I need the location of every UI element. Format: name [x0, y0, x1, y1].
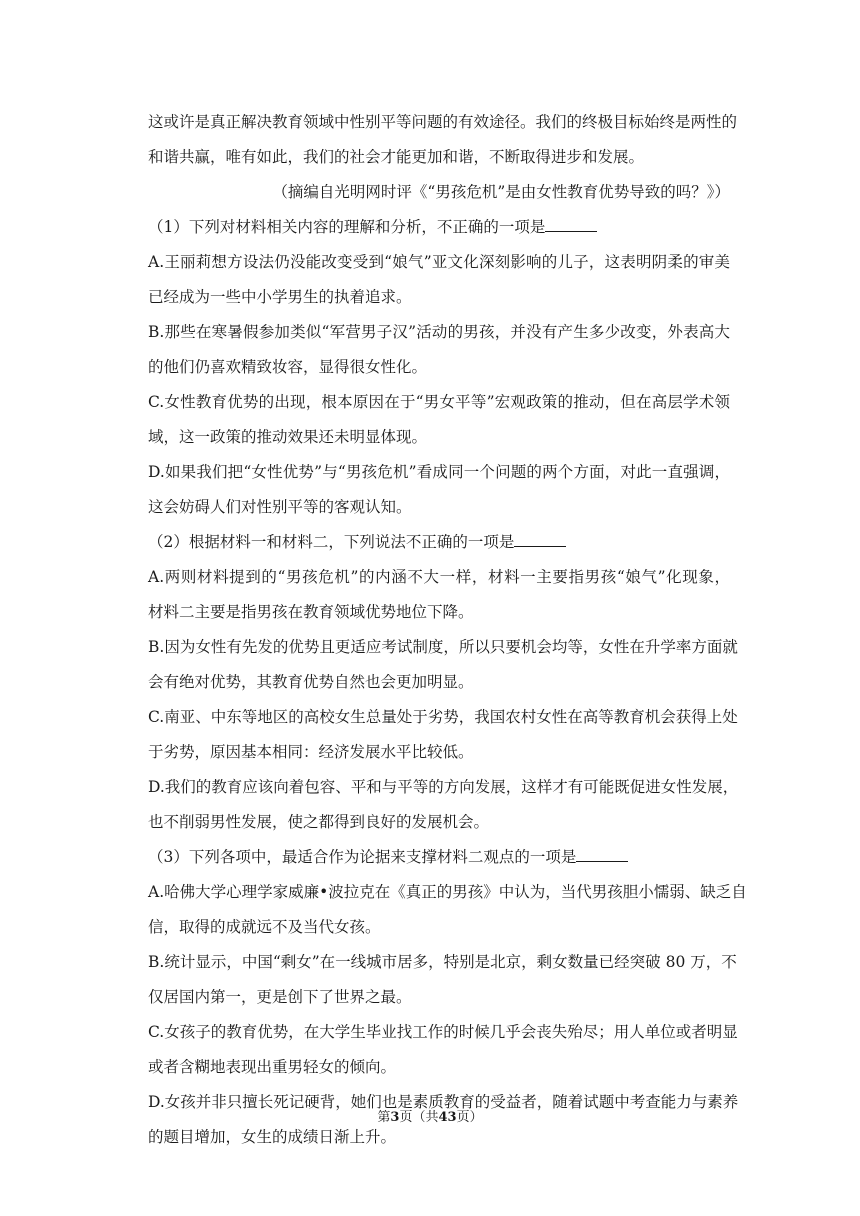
total-pages-number: 43 [438, 1110, 457, 1125]
option-line: B.那些在寒暑假参加类似“军营男子汉”活动的男孩，并没有产生多少改变，外表高大 [148, 323, 730, 341]
option-line: 会有绝对优势，其教育优势自然也会更加明显。 [148, 673, 474, 691]
page-footer [0, 1109, 860, 1127]
option-line: 这会妨碍人们对性别平等的客观认知。 [148, 498, 412, 516]
option-line: A.哈佛大学心理学家威廉•波拉克在《真正的男孩》中认为，当代男孩胆小懦弱、缺乏自 [148, 883, 747, 901]
option-line: 也不削弱男性发展，使之都得到良好的发展机会。 [148, 813, 490, 831]
option-line: 仅居国内第一，更是创下了世界之最。 [148, 988, 412, 1006]
option-line: A.王丽莉想方设法仍没能改变受到“娘气”亚文化深刻影响的儿子，这表明阴柔的审美 [148, 253, 730, 271]
paragraph-line: 这或许是真正解决教育领域中性别平等问题的有效途径。我们的终极目标始终是两性的 [148, 113, 738, 131]
option-line: C.南亚、中东等地区的高校女生总量处于劣势，我国农村女性在高等教育机会获得上处 [148, 708, 738, 726]
option-line: B.因为女性有先发的优势且更适应考试制度，所以只要机会均等，女性在升学率方面就 [148, 638, 738, 656]
option-line: 或者含糊地表现出重男轻女的倾向。 [148, 1058, 397, 1076]
option-line: 的题目增加，女生的成绩日渐上升。 [148, 1128, 397, 1146]
option-line: D.女孩并非只擅长死记硬背，她们也是素质教育的受益者，随着试题中考查能力与素养 [148, 1093, 739, 1111]
option-line: 材料二主要是指男孩在教育领域优势地位下降。 [148, 603, 474, 621]
footer-suffix: 页） [456, 1110, 483, 1125]
option-line: C.女性教育优势的出现，根本原因在于“男女平等”宏观政策的推动，但在高层学术领 [148, 393, 730, 411]
question-1-stem [148, 217, 730, 237]
answer-blank [545, 217, 597, 232]
question-text: （3）下列各项中，最适合作为论据来支撑材料二观点的一项是 [148, 848, 577, 866]
question-3-stem [148, 847, 730, 867]
paragraph-line: 和谐共赢，唯有如此，我们的社会才能更加和谐，不断取得进步和发展。 [148, 148, 645, 166]
answer-blank [514, 532, 566, 547]
option-line: D.我们的教育应该向着包容、平和与平等的方向发展，这样才有可能既促进女性发展， [148, 778, 739, 796]
question-2-stem [148, 532, 730, 552]
option-line: 已经成为一些中小学男生的执着追求。 [148, 288, 412, 306]
footer-prefix: 第 [377, 1110, 391, 1125]
option-line: 于劣势，原因基本相同：经济发展水平比较低。 [148, 743, 474, 761]
option-line: 的他们仍喜欢精致妆容，显得很女性化。 [148, 358, 428, 376]
option-line: B.统计显示，中国“剩女”在一线城市居多，特别是北京，剩女数量已经突破 80 万，不 [148, 953, 737, 971]
answer-blank [576, 847, 628, 862]
question-text: （2）根据材料一和材料二，下列说法不正确的一项是 [148, 533, 515, 551]
question-text: （1）下列对材料相关内容的理解和分析，不正确的一项是 [148, 218, 546, 236]
current-page-number: 3 [390, 1110, 400, 1125]
option-line: A.两则材料提到的“男孩危机”的内涵不大一样，材料一主要指男孩“娘气”化现象， [148, 568, 730, 586]
option-line: D.如果我们把“女性优势”与“男孩危机”看成同一个问题的两个方面，对此一直强调， [148, 463, 730, 481]
option-line: 信，取得的成就远不及当代女孩。 [148, 918, 381, 936]
option-line: 域，这一政策的推动效果还未明显体现。 [148, 428, 428, 446]
option-line: C.女孩子的教育优势，在大学生毕业找工作的时候几乎会丧失殆尽；用人单位或者明显 [148, 1023, 738, 1041]
footer-middle: 页（共 [399, 1110, 439, 1125]
source-citation: （摘编自光明网时评《“男孩危机”是由女性教育优势导致的吗？》） [272, 183, 730, 201]
